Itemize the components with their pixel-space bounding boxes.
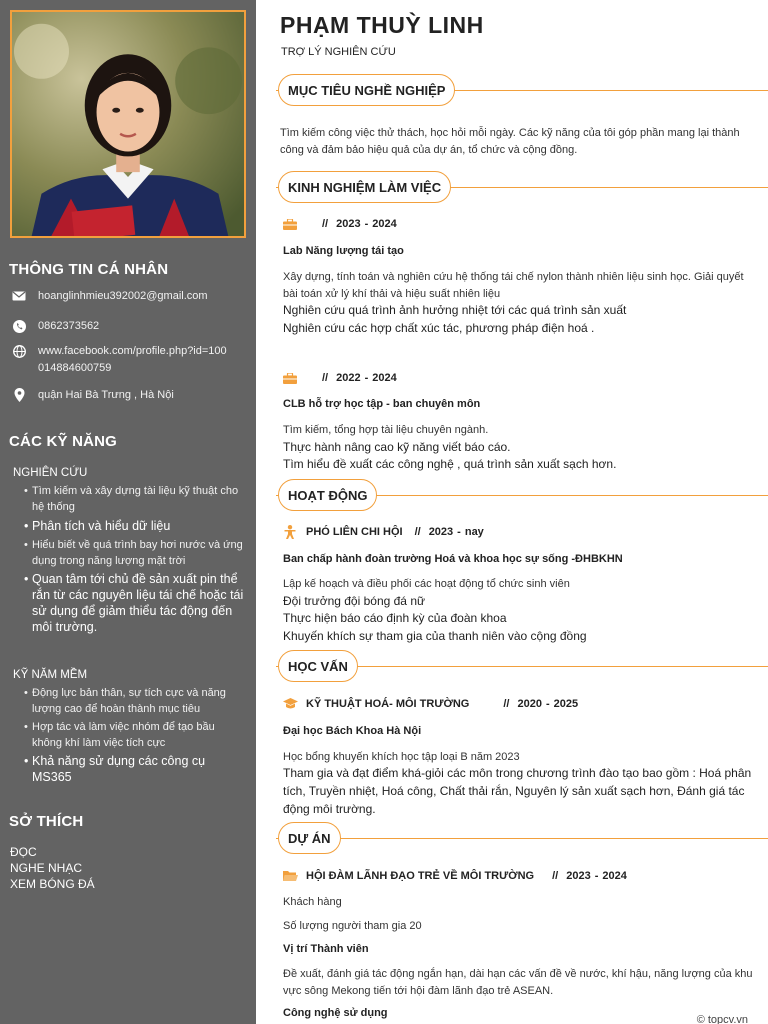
hobbies-list (10, 844, 95, 892)
graduation-cap-icon (282, 697, 298, 711)
activity-org: Ban chấp hành đoàn trường Hoá và khoa học sự sống -ĐHBKHN (283, 553, 623, 565)
phone-icon (10, 319, 28, 333)
contact-phone-text: 0862373562 (38, 320, 100, 332)
activity-line-3: Khuyến khích sự tham gia của thanh niên vào cộng đồng (283, 629, 587, 643)
folder-icon (282, 869, 298, 883)
section-experience (256, 171, 768, 205)
education-date-end: 2025 (553, 698, 579, 710)
list-item: • Hợp tác và làm việc nhóm để tạo bầu không khí làm việc tích cực (24, 719, 246, 751)
section-title: DỰ ÁN (278, 822, 341, 854)
project-role-value: Thành viên (310, 943, 369, 955)
section-title: HOẠT ĐỘNG (278, 479, 377, 511)
project-date-start: 2023 (566, 870, 591, 882)
briefcase-icon (282, 217, 298, 231)
list-item: XEM BÓNG ĐÁ (10, 877, 95, 891)
job-2-line-2: Tìm hiểu đề xuất các công nghệ , quá trình sản xuất sạch hơn. (283, 457, 617, 471)
sidebar (0, 0, 256, 1024)
contact-website-text: www.facebook.com/profile.php?id=100014884600759 (38, 345, 227, 374)
project-role (283, 943, 369, 955)
job-title: TRỢ LÝ NGHIÊN CỨU (281, 46, 396, 58)
section-projects (256, 822, 768, 856)
job-2-date-end: 2024 (372, 372, 397, 384)
mail-icon (10, 289, 28, 303)
list-item: • Tìm kiếm và xây dựng tài liệu kỹ thuật cho hệ thống (24, 483, 246, 515)
job-1-line-2: Nghiên cứu các hợp chất xúc tác, phương pháp điện hoá . (283, 321, 595, 335)
activity-line-1: Đội trưởng đội bóng đá nữ (283, 594, 426, 608)
job-1-line-1: Nghiên cứu quá trình ảnh hưởng nhiệt tới các quá trình sản xuất (283, 303, 627, 317)
list-item: • Động lực bản thân, sự tích cực và năng lượng cao để hoàn thành mục tiêu (24, 685, 246, 717)
job-1-org: Lab Năng lượng tái tạo (283, 245, 404, 257)
section-objective (256, 74, 768, 108)
education-date-start: 2020 (517, 698, 542, 710)
job-2-org: CLB hỗ trợ học tập - ban chuyên môn (283, 398, 481, 410)
job-1-desc: Xây dựng, tính toán và nghiên cứu hệ thống tái chế nylon thành nhiên liệu sinh học. Giải quyết bài toán xử lý khí thải và hiệu suất nhiên liệu (283, 271, 744, 300)
activity-line-2: Thực hiện báo cáo định kỳ của đoàn khoa (283, 611, 507, 625)
education-desc: Học bổng khuyến khích học tập loại B năm 2023 (283, 751, 520, 763)
watermark: © topcv.vn (696, 1014, 748, 1024)
list-item: • Khả năng sử dụng các công cụ MS365 (24, 753, 246, 785)
section-education (256, 650, 768, 684)
project-role-label: Vị trí (283, 943, 308, 955)
skills-heading: CÁC KỸ NĂNG (9, 433, 118, 450)
activity-position: PHÓ LIÊN CHI HỘI (306, 526, 403, 538)
contact-address (10, 387, 250, 404)
contact-address-text: quận Hai Bà Trưng , Hà Nội (38, 389, 174, 401)
education-header: KỸ THUẬT HOÁ- MÔI TRƯỜNG // 2020 - 2025 (282, 697, 578, 711)
job-2-desc: Tìm kiếm, tổng hợp tài liệu chuyên ngành. (283, 424, 489, 436)
list-item: ĐỌC (10, 845, 37, 859)
activity-date-end: nay (464, 526, 484, 538)
contact-email-text: hoanglinhmieu392002@gmail.com (38, 290, 208, 302)
list-item: • Phân tích và hiểu dữ liệu (24, 518, 246, 534)
activity-date-start: 2023 (428, 526, 454, 538)
section-title: HỌC VẤN (278, 650, 358, 682)
list-item: • Quan tâm tới chủ đề sản xuất pin thể rắn từ các nguyên liệu tái chế hoặc tái sử dụng để giảm thiểu tác động đến môi trường. (24, 571, 246, 635)
activity-header: PHÓ LIÊN CHI HỘI // 2023 - nay (282, 525, 484, 539)
project-client: Khách hàng (283, 896, 342, 908)
contact-website[interactable] (10, 343, 250, 377)
job-1-date-start: 2023 (336, 218, 361, 230)
job-1-date-end: 2024 (372, 218, 397, 230)
soft-skills-list (24, 685, 246, 785)
section-activities (256, 479, 768, 513)
project-name: HỘI ĐÀM LÃNH ĐẠO TRẺ VỀ MÔI TRƯỜNG (306, 870, 535, 882)
section-title: KINH NGHIỆM LÀM VIỆC (278, 171, 451, 203)
section-title: MỤC TIÊU NGHỀ NGHIỆP (278, 74, 455, 106)
section-divider (276, 838, 768, 839)
globe-icon (10, 344, 28, 358)
project-tech-label: Công nghệ sử dụng (283, 1007, 388, 1019)
project-participants: Số lượng người tham gia 20 (283, 920, 422, 932)
job-2-header: // 2022 - 2024 (282, 371, 397, 385)
project-header: HỘI ĐÀM LÃNH ĐẠO TRẺ VỀ MÔI TRƯỜNG // 2023 - 2024 (282, 869, 627, 883)
research-skills-list (24, 483, 246, 635)
full-name: PHẠM THUỲ LINH (280, 12, 484, 38)
contact-phone[interactable] (10, 318, 250, 335)
job-1-header: // 2023 - 2024 (282, 217, 397, 231)
project-date-end: 2024 (602, 870, 627, 882)
location-pin-icon (10, 388, 28, 402)
education-major: KỸ THUẬT HOÁ- MÔI TRƯỜNG (306, 698, 470, 710)
list-item: NGHE NHẠC (10, 861, 83, 875)
objective-text: Tìm kiếm công việc thử thách, học hỏi mỗi ngày. Các kỹ năng của tôi góp phần mang lại thành công và đảm bảo hiệu quả của dự án, tổ chức và cộng đồng. (280, 127, 740, 156)
hobbies-heading: SỞ THÍCH (9, 813, 84, 830)
soft-skills-heading: KỸ NĂM MỀM (13, 669, 88, 681)
education-line-1: Tham gia và đạt điểm khá-giỏi các môn trong chương trình đào tạo bao gồm : Hoá phân tích, Truyền nhiệt, Hoá công, Chất thải rắn, Nguyên lý sản xuất sạch hơn, Đánh giá tác động môi trường. (283, 766, 752, 816)
briefcase-icon (282, 371, 298, 385)
research-skills-heading: NGHIÊN CỨU (13, 467, 88, 479)
project-desc: Đề xuất, đánh giá tác động ngắn hạn, dài hạn các vấn đề về nước, khí hậu, năng lượng của khu vực sông Mekong tiến tới hội đàm lãnh đạo trẻ ASEAN. (283, 968, 753, 997)
list-item: • Hiểu biết về quá trình bay hơi nước và ứng dụng trong năng lượng mặt trời (24, 537, 246, 569)
person-icon (282, 525, 298, 539)
activity-desc: Lập kế hoạch và điều phối các hoạt động tổ chức sinh viên (283, 578, 570, 590)
contact-email[interactable] (10, 288, 250, 305)
job-2-date-start: 2022 (336, 372, 361, 384)
profile-photo (10, 10, 246, 238)
personal-info-heading: THÔNG TIN CÁ NHÂN (9, 261, 169, 278)
job-2-line-1: Thực hành nâng cao kỹ năng viết báo cáo. (283, 440, 511, 454)
education-school: Đại học Bách Khoa Hà Nội (283, 725, 422, 737)
